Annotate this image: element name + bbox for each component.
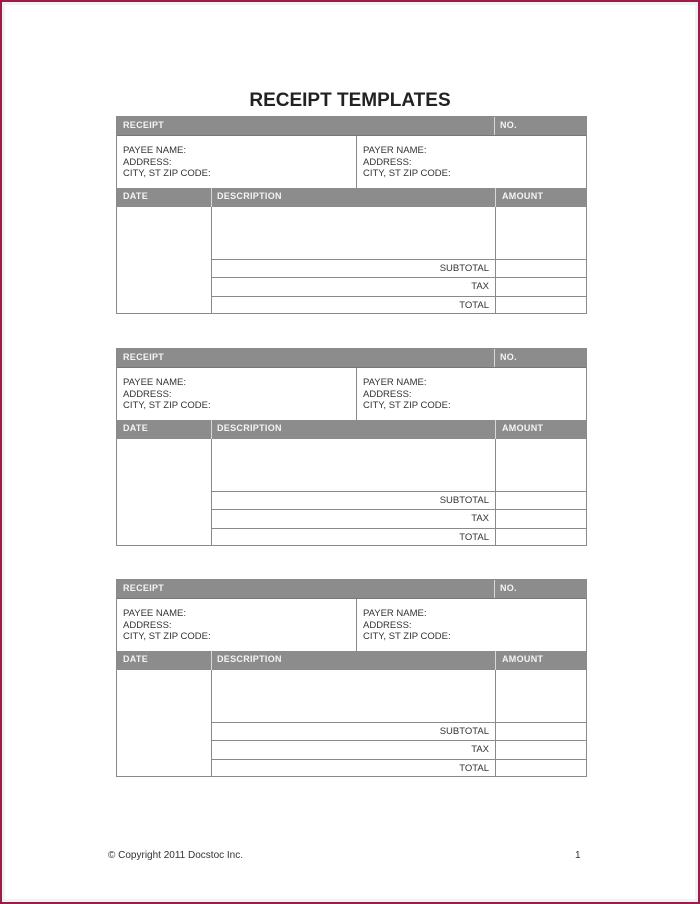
tax-label: TAX <box>471 513 489 524</box>
tax-label: TAX <box>471 281 489 292</box>
payee-block <box>123 377 211 412</box>
payee-name-field[interactable]: PAYEE NAME: <box>123 377 186 388</box>
subtotal-label: SUBTOTAL <box>439 263 489 274</box>
date-column-header: DATE <box>123 191 149 201</box>
page-number: 1 <box>575 850 581 861</box>
column-header <box>117 420 586 439</box>
party-info <box>117 368 586 421</box>
receipt-label: RECEIPT <box>123 583 165 593</box>
payee-address-field[interactable]: ADDRESS: <box>123 156 172 168</box>
payee-city-field[interactable]: CITY, ST ZIP CODE: <box>123 168 211 179</box>
copyright-notice: © Copyright 2011 Docstoc Inc. <box>108 850 244 861</box>
receipt-header <box>117 117 586 136</box>
amount-column-header: AMOUNT <box>502 423 544 433</box>
description-column-header: DESCRIPTION <box>217 654 282 664</box>
payer-block <box>363 608 451 643</box>
party-info <box>117 599 586 652</box>
payee-city-field[interactable]: CITY, ST ZIP CODE: <box>123 400 211 411</box>
payer-block <box>363 145 451 180</box>
payee-block <box>123 608 211 643</box>
total-label: TOTAL <box>459 300 489 311</box>
subtotal-label: SUBTOTAL <box>439 726 489 737</box>
payer-address-field[interactable]: ADDRESS: <box>363 388 412 400</box>
payer-city-field[interactable]: CITY, ST ZIP CODE: <box>363 400 451 411</box>
party-info <box>117 136 586 189</box>
date-column-header: DATE <box>123 654 149 664</box>
description-column-header: DESCRIPTION <box>217 191 282 201</box>
receipt-header <box>117 580 586 599</box>
payee-address-field[interactable]: ADDRESS: <box>123 619 172 631</box>
column-header <box>117 651 586 670</box>
receipt-form <box>116 579 587 777</box>
receipt-number-label: NO. <box>500 583 517 593</box>
payer-name-field[interactable]: PAYER NAME: <box>363 608 427 619</box>
receipt-form <box>116 348 587 546</box>
payee-name-field[interactable]: PAYEE NAME: <box>123 608 186 619</box>
document-page <box>5 5 695 899</box>
receipt-label: RECEIPT <box>123 120 165 130</box>
receipt-form <box>116 116 587 314</box>
line-items[interactable] <box>117 670 586 777</box>
tax-label: TAX <box>471 744 489 755</box>
receipt-number-label: NO. <box>500 352 517 362</box>
amount-column-header: AMOUNT <box>502 654 544 664</box>
total-label: TOTAL <box>459 532 489 543</box>
column-header <box>117 188 586 207</box>
payer-address-field[interactable]: ADDRESS: <box>363 619 412 631</box>
payee-address-field[interactable]: ADDRESS: <box>123 388 172 400</box>
description-column-header: DESCRIPTION <box>217 423 282 433</box>
receipt-label: RECEIPT <box>123 352 165 362</box>
amount-column-header: AMOUNT <box>502 191 544 201</box>
payer-address-field[interactable]: ADDRESS: <box>363 156 412 168</box>
receipt-number-label: NO. <box>500 120 517 130</box>
payee-block <box>123 145 211 180</box>
payer-city-field[interactable]: CITY, ST ZIP CODE: <box>363 631 451 642</box>
line-items[interactable] <box>117 439 586 546</box>
total-label: TOTAL <box>459 763 489 774</box>
payer-block <box>363 377 451 412</box>
payer-city-field[interactable]: CITY, ST ZIP CODE: <box>363 168 451 179</box>
payer-name-field[interactable]: PAYER NAME: <box>363 377 427 388</box>
page-title: RECEIPT TEMPLATES <box>249 90 451 111</box>
payee-name-field[interactable]: PAYEE NAME: <box>123 145 186 156</box>
date-column-header: DATE <box>123 423 149 433</box>
subtotal-label: SUBTOTAL <box>439 495 489 506</box>
line-items[interactable] <box>117 207 586 314</box>
payee-city-field[interactable]: CITY, ST ZIP CODE: <box>123 631 211 642</box>
payer-name-field[interactable]: PAYER NAME: <box>363 145 427 156</box>
receipt-header <box>117 349 586 368</box>
